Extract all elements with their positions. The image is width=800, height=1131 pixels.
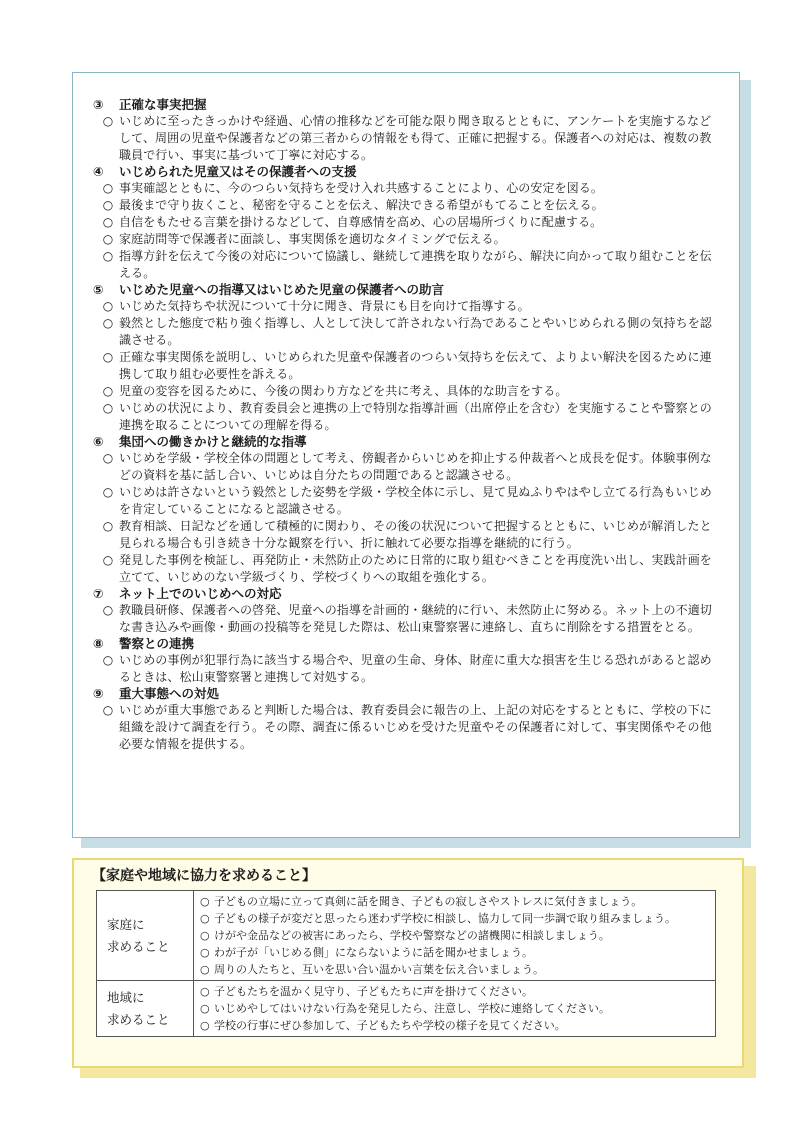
list-item — [91, 450, 719, 484]
list-item — [91, 113, 719, 164]
section-9 — [91, 686, 719, 753]
row-label — [97, 891, 194, 981]
list-item — [200, 910, 709, 927]
section-number: ⑦ — [93, 586, 104, 601]
circle-bullet-icon: ○ — [102, 215, 114, 229]
row-label-line: 家庭に — [107, 916, 145, 932]
section-number: ③ — [93, 97, 104, 112]
section-8 — [91, 636, 719, 686]
section-6 — [91, 434, 719, 586]
section-heading — [91, 164, 719, 180]
list-item — [91, 383, 719, 400]
circle-bullet-icon: ○ — [102, 198, 114, 212]
list-item-text: 正確な事実関係を説明し、いじめられた児童や保護者のつらい気持ちを伝えて、よりよい解決を図るために連携して取り組む必要性を訴える。 — [119, 350, 712, 381]
section-title: 重大事態への対処 — [119, 686, 220, 701]
circle-bullet-icon: ○ — [200, 985, 210, 998]
circle-bullet-icon: ○ — [200, 963, 210, 976]
list-item-text: 毅然とした態度で粘り強く指導し、人として決して許されない行為であることやいじめられる側の気持ちを認識させる。 — [119, 316, 712, 347]
circle-bullet-icon: ○ — [102, 553, 114, 567]
list-item-text: 発見した事例を検証し、再発防止・未然防止のために日常的に取り組むべきことを再度洗い出し、実践計画を立てて、いじめのない学級づくり、学校づくりへの取組を強化する。 — [119, 553, 712, 584]
circle-bullet-icon: ○ — [200, 912, 210, 925]
row-label — [97, 981, 194, 1037]
list-item — [200, 927, 709, 944]
cooperation-title: 【家庭や地域に協力を求めること】 — [92, 868, 316, 884]
list-item-text: けがや金品などの被害にあったら、学校や警察などの諸機関に相談しましょう。 — [214, 929, 610, 942]
section-title: ネット上でのいじめへの対応 — [119, 586, 282, 601]
circle-bullet-icon: ○ — [102, 451, 114, 465]
list-item-text: 子どもの様子が変だと思ったら迷わず学校に相談し、協力して同一歩調で取り組みましょう。 — [214, 912, 676, 925]
list-item — [91, 484, 719, 518]
circle-bullet-icon: ○ — [102, 114, 114, 128]
circle-bullet-icon: ○ — [102, 299, 114, 313]
circle-bullet-icon: ○ — [200, 895, 210, 908]
circle-bullet-icon: ○ — [102, 181, 114, 195]
list-item — [91, 197, 719, 214]
section-number: ④ — [93, 164, 104, 179]
section-heading — [91, 586, 719, 602]
section-heading — [91, 434, 719, 450]
section-title: 警察との連携 — [119, 636, 195, 651]
list-item-text: いじめが重大事態であると判断した場合は、教育委員会に報告の上、上記の対応をするとともに、学校の下に組織を設けて調査を行う。その際、調査に係るいじめを受けた児童やその保護者に対して、事実関係やその他必要な情報を提供する。 — [119, 703, 712, 751]
section-4 — [91, 164, 719, 282]
list-item — [200, 983, 709, 1000]
list-item — [91, 702, 719, 753]
section-title: 集団への働きかけと継続的な指導 — [119, 434, 307, 449]
circle-bullet-icon: ○ — [102, 485, 114, 499]
list-item — [91, 652, 719, 686]
section-number: ⑧ — [93, 636, 104, 651]
circle-bullet-icon: ○ — [102, 401, 114, 415]
list-item — [91, 231, 719, 248]
list-item-text: 教育相談、日記などを通して積極的に関わり、その後の状況について把握するとともに、いじめが解消したと見られる場合も引き続き十分な観察を行い、折に触れて必要な指導を継続的に行う。 — [119, 519, 712, 550]
circle-bullet-icon: ○ — [200, 929, 210, 942]
cooperation-table — [96, 890, 716, 1037]
cooperation-box — [72, 858, 744, 1068]
list-item-text: 教職員研修、保護者への啓発、児童への指導を計画的・継続的に行い、未然防止に努める。ネット上の不適切な書き込みや画像・動画の投稿等を発見した際は、松山東警察署に連絡し、直ちに削除をする措置をとる。 — [119, 603, 712, 634]
list-item — [200, 893, 709, 910]
row-home — [97, 891, 716, 981]
circle-bullet-icon: ○ — [102, 603, 114, 617]
list-item-text: 家庭訪問等で保護者に面談し、事実関係を適切なタイミングで伝える。 — [119, 232, 506, 246]
list-item-text: 周りの人たちと、互いを思い合い温かい言葉を伝え合いましょう。 — [214, 963, 544, 976]
section-number: ⑥ — [93, 434, 104, 449]
list-item — [91, 518, 719, 552]
section-heading — [91, 97, 719, 113]
circle-bullet-icon: ○ — [102, 232, 114, 246]
list-item — [91, 349, 719, 383]
list-item — [200, 1017, 709, 1034]
circle-bullet-icon: ○ — [200, 1019, 210, 1032]
row-items — [194, 981, 716, 1037]
list-item — [200, 1000, 709, 1017]
list-item — [200, 961, 709, 978]
list-item-text: いじめは許さないという毅然とした姿勢を学級・学校全体に示し、見て見ぬふりやはやし立てる行為もいじめを肯定していることになると認識させる。 — [119, 485, 712, 516]
row-label-line: 求めること — [107, 1011, 170, 1027]
list-item — [200, 944, 709, 961]
section-5 — [91, 282, 719, 434]
list-item-text: いじめた気持ちや状況について十分に聞き、背景にも目を向けて指導する。 — [119, 299, 530, 313]
section-number: ⑨ — [93, 686, 104, 701]
list-item-text: 学校の行事にぜひ参加して、子どもたちや学校の様子を見てください。 — [214, 1019, 566, 1032]
list-item-text: いじめの事例が犯罪行為に該当する場合や、児童の生命、身体、財産に重大な損害を生じる恐れがあると認めるときは、松山東警察署と連携して対処する。 — [119, 653, 712, 684]
section-heading — [91, 282, 719, 298]
list-item — [91, 400, 719, 434]
section-7 — [91, 586, 719, 636]
section-number: ⑤ — [93, 282, 104, 297]
list-item-text: 事実確認とともに、今のつらい気持ちを受け入れ共感することにより、心の安定を図る。 — [119, 181, 604, 195]
list-item-text: 児童の変容を図るために、今後の関わり方などを共に考え、具体的な助言をする。 — [119, 384, 568, 398]
section-heading — [91, 686, 719, 702]
row-label-line: 地域に — [107, 989, 145, 1005]
list-item — [91, 298, 719, 315]
list-item — [91, 315, 719, 349]
list-item — [91, 180, 719, 197]
section-heading — [91, 636, 719, 652]
list-item — [91, 248, 719, 282]
circle-bullet-icon: ○ — [102, 249, 114, 263]
list-item-text: いじめを学級・学校全体の問題として考え、傍観者からいじめを抑止する仲裁者へと成長を促す。体験事例などの資料を基に話し合い、いじめは自分たちの問題であると認識させる。 — [119, 451, 712, 482]
row-community — [97, 981, 716, 1037]
section-title: 正確な事実把握 — [119, 97, 207, 112]
circle-bullet-icon: ○ — [102, 703, 114, 717]
section-title: いじめた児童への指導又はいじめた児童の保護者への助言 — [119, 282, 445, 297]
list-item-text: 最後まで守り抜くこと、秘密を守ることを伝え、解決できる希望がもてることを伝える。 — [119, 198, 604, 212]
circle-bullet-icon: ○ — [102, 316, 114, 330]
section-3 — [91, 97, 719, 164]
row-items — [194, 891, 716, 981]
circle-bullet-icon: ○ — [200, 946, 210, 959]
list-item-text: わが子が「いじめる側」にならないように話を聞かせましょう。 — [214, 946, 533, 959]
circle-bullet-icon: ○ — [102, 384, 114, 398]
circle-bullet-icon: ○ — [102, 653, 114, 667]
list-item — [91, 602, 719, 636]
circle-bullet-icon: ○ — [102, 350, 114, 364]
row-label-line: 求めること — [107, 938, 170, 954]
list-item-text: 自信をもたせる言葉を掛けるなどして、自尊感情を高め、心の居場所づくりに配慮する。 — [119, 215, 603, 229]
circle-bullet-icon: ○ — [200, 1002, 210, 1015]
list-item-text: 子どもたちを温かく見守り、子どもたちに声を掛けてください。 — [214, 985, 533, 998]
list-item-text: 子どもの立場に立って真剣に話を聞き、子どもの寂しさやストレスに気付きましょう。 — [214, 895, 643, 908]
circle-bullet-icon: ○ — [102, 519, 114, 533]
section-title: いじめられた児童又はその保護者への支援 — [119, 164, 357, 179]
list-item-text: いじめの状況により、教育委員会と連携の上で特別な指導計画（出席停止を含む）を実施することや警察との連携を取ることについての理解を得る。 — [119, 401, 712, 432]
list-item — [91, 552, 719, 586]
response-procedures-box — [72, 72, 740, 838]
list-item-text: 指導方針を伝えて今後の対応について協議し、継続して連携を取りながら、解決に向かって取り組むことを伝える。 — [119, 249, 712, 280]
list-item — [91, 214, 719, 231]
list-item-text: いじめやしてはいけない行為を発見したら、注意し、学校に連絡してください。 — [214, 1002, 610, 1015]
list-item-text: いじめに至ったきっかけや経過、心情の推移などを可能な限り聞き取るとともに、アンケートを実施するなどして、周囲の児童や保護者などの第三者からの情報をも得て、正確に把握する。保護者への対応は、複数の教職員で行い、事実に基づいて丁寧に対応する。 — [119, 114, 712, 162]
